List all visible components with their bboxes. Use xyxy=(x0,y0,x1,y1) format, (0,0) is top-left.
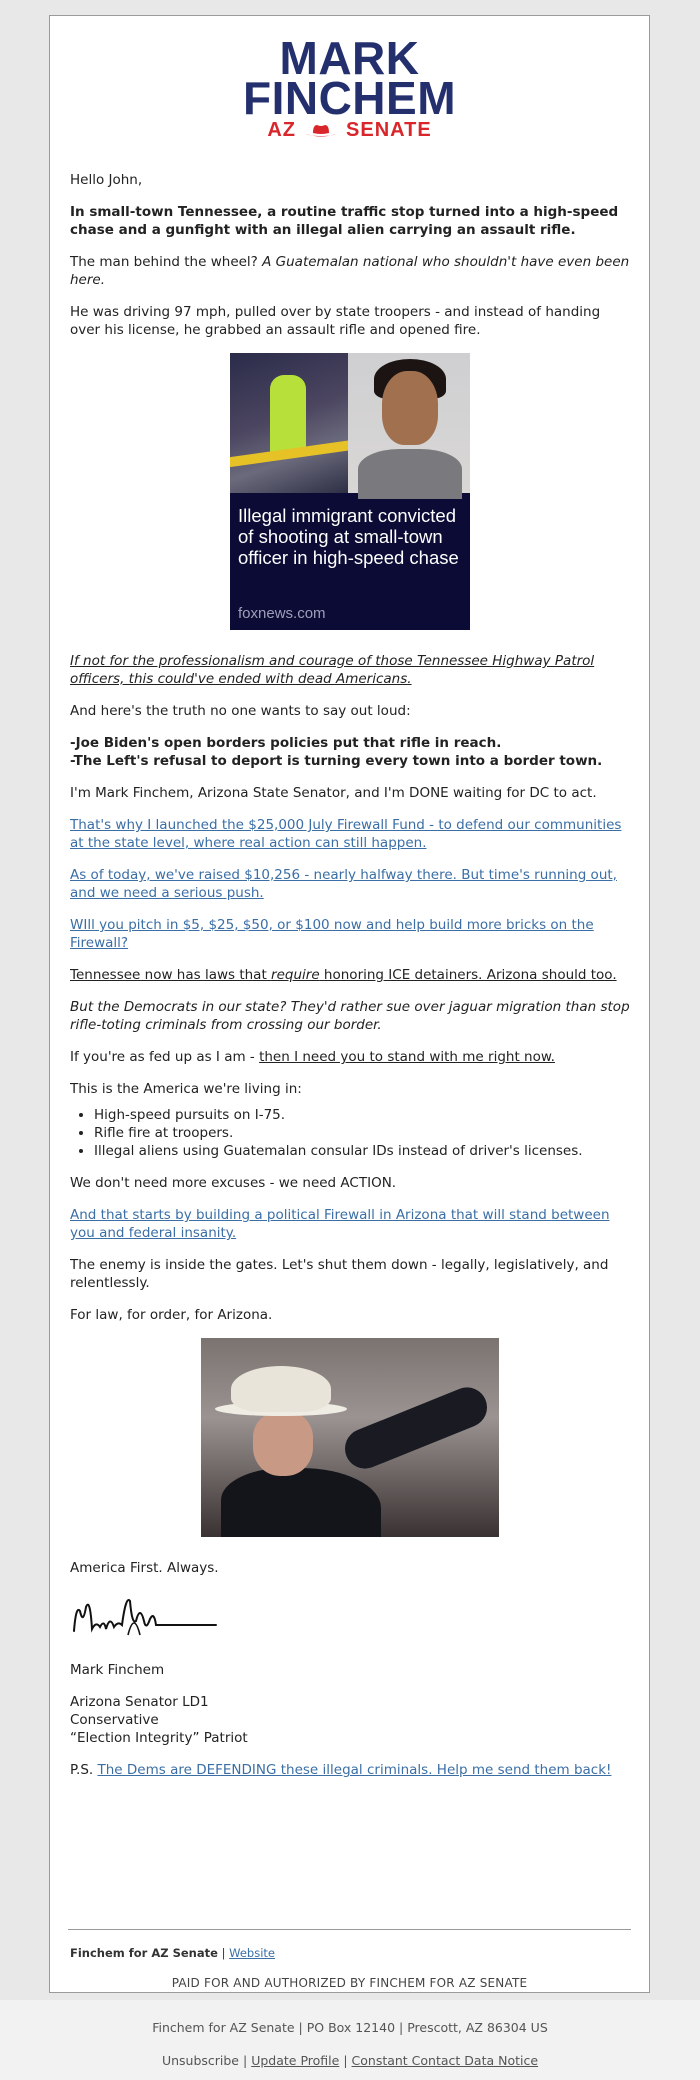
tn-before: Tennessee now has laws that xyxy=(70,967,272,983)
candidate-photo[interactable] xyxy=(201,1338,499,1537)
list-item: • Illegal aliens using Guatemalan consular IDs instead of driver's licenses. xyxy=(94,1142,630,1160)
bold-claim-2: -The Left's refusal to deport is turning every town into a border town. xyxy=(70,753,603,769)
america-paragraph: This is the America we're living in: xyxy=(70,1081,302,1097)
ps-paragraph xyxy=(70,1761,630,1779)
bottom-sep-2: | xyxy=(343,2053,348,2068)
professionalism-text: If not for the professionalism and courage of those Tennessee Highway Patrol officers, this could've ended with dead Americans. xyxy=(70,653,595,687)
democrats-text: But the Democrats in our state? They'd rather sue over jaguar migration than stop rifle-toting criminals from crossing our border. xyxy=(70,999,630,1033)
democrats-paragraph xyxy=(70,998,630,1034)
ps-link[interactable]: The Dems are DEFENDING these illegal criminals. Help me send them back! xyxy=(97,1762,612,1778)
title-line-3: “Election Integrity” Patriot xyxy=(70,1730,248,1746)
fed-before: If you're as fed up as I am - xyxy=(70,1049,260,1065)
logo-office xyxy=(50,118,649,142)
intro-paragraph: In small-town Tennessee, a routine traffic stop turned into a high-speed chase and a gunfight with an illegal alien carrying an assault rifle. xyxy=(70,204,619,238)
pitch-paragraph xyxy=(70,916,630,952)
iam-paragraph: I'm Mark Finchem, Arizona State Senator, and I'm DONE waiting for DC to act. xyxy=(70,785,597,801)
tn-after: honoring ICE detainers. Arizona should too. xyxy=(319,967,617,983)
photo-head xyxy=(253,1412,313,1476)
man-behind-wheel-paragraph xyxy=(70,253,630,289)
driving-paragraph: He was driving 97 mph, pulled over by state troopers - and instead of handing over his license, he grabbed an assault rifle and opened fire. xyxy=(70,304,601,338)
officer-figure xyxy=(270,375,306,455)
mugshot-face xyxy=(382,371,438,445)
signature-image xyxy=(70,1591,220,1647)
fund-link[interactable]: That's why I launched the $25,000 July Firewall Fund - to defend our communities at the state level, where real action can still happen. xyxy=(70,817,622,851)
title-line-2: Conservative xyxy=(70,1712,159,1728)
news-source: foxnews.com xyxy=(238,605,326,622)
ps-label: P.S. xyxy=(70,1762,94,1778)
photo-arm xyxy=(339,1381,493,1474)
title-block xyxy=(70,1693,630,1747)
professionalism-paragraph xyxy=(70,652,630,688)
list-item: • High-speed pursuits on I-75. xyxy=(94,1106,630,1124)
footer-divider xyxy=(68,1929,631,1930)
scene-photo xyxy=(230,353,348,493)
pitch-link[interactable]: WIll you pitch in $5, $25, $50, or $100 now and help build more bricks on the Firewall? xyxy=(70,917,594,951)
email-body xyxy=(70,171,630,1793)
raised-link[interactable]: As of today, we've raised $10,256 - nearly halfway there. But time's running out, and we need a serious push. xyxy=(70,867,617,901)
fed-underlined: then I need you to stand with me right now. xyxy=(259,1049,555,1065)
footer-separator: | xyxy=(221,1946,226,1960)
email-frame xyxy=(49,15,650,1993)
logo-senate: SENATE xyxy=(346,119,432,141)
bottom-sep-1: | xyxy=(243,2053,248,2068)
enemy-paragraph: The enemy is inside the gates. Let's shut them down - legally, legislatively, and relentlessly. xyxy=(70,1257,609,1291)
tn-italic: require xyxy=(271,967,320,983)
fed-up-paragraph xyxy=(70,1048,630,1066)
title-line-1: Arizona Senator LD1 xyxy=(70,1694,209,1710)
news-headline: Illegal immigrant convicted of shooting at small-town officer in high-speed chase xyxy=(238,505,459,568)
bottom-links xyxy=(0,2053,700,2068)
paid-for-disclaimer: PAID FOR AND AUTHORIZED BY FINCHEM FOR AZ SENATE xyxy=(171,1976,528,1990)
photo-hat xyxy=(231,1366,331,1412)
list-item: • Rifle fire at troopers. xyxy=(94,1124,630,1142)
data-notice-link[interactable]: Constant Contact Data Notice xyxy=(351,2053,539,2068)
mugshot-photo xyxy=(348,353,470,493)
raised-paragraph xyxy=(70,866,630,902)
logo-state: AZ xyxy=(267,119,297,141)
footer-org-line xyxy=(70,1946,275,1960)
mailing-address: Finchem for AZ Senate | PO Box 12140 | Prescott, AZ 86304 US xyxy=(152,2020,548,2035)
firewall-paragraph xyxy=(70,1206,630,1242)
bullet-list xyxy=(70,1106,630,1160)
news-image[interactable] xyxy=(230,353,470,630)
law-paragraph: For law, for order, for Arizona. xyxy=(70,1307,273,1323)
logo-first-name: MARK xyxy=(279,32,420,84)
greeting: Hello John, xyxy=(70,172,143,188)
unsubscribe-link[interactable]: Unsubscribe xyxy=(161,2053,240,2068)
logo-last-name: FINCHEM xyxy=(242,72,457,124)
footer-org: Finchem for AZ Senate xyxy=(70,1946,218,1960)
cowboy-hat-icon xyxy=(304,122,338,138)
man-lead: The man behind the wheel? xyxy=(70,254,258,270)
bold-claims xyxy=(70,734,630,770)
action-paragraph: We don't need more excuses - we need ACTION. xyxy=(70,1175,397,1191)
sign-off: America First. Always. xyxy=(70,1560,219,1576)
truth-paragraph: And here's the truth no one wants to say out loud: xyxy=(70,703,411,719)
man-italic: A Guatemalan national who shouldn't have even been here. xyxy=(70,254,630,288)
photo-suit xyxy=(221,1468,381,1537)
tennessee-paragraph xyxy=(70,966,630,984)
signature-name: Mark Finchem xyxy=(70,1662,165,1678)
website-link[interactable]: Website xyxy=(229,1946,275,1960)
bottom-bar xyxy=(0,2000,700,2080)
firewall-link[interactable]: And that starts by building a political Firewall in Arizona that will stand between you and federal insanity. xyxy=(70,1207,610,1241)
mugshot-shirt xyxy=(358,449,462,499)
campaign-logo xyxy=(50,32,649,142)
update-profile-link[interactable]: Update Profile xyxy=(251,2053,340,2068)
fund-paragraph xyxy=(70,816,630,852)
bold-claim-1: -Joe Biden's open borders policies put that rifle in reach. xyxy=(70,735,502,751)
